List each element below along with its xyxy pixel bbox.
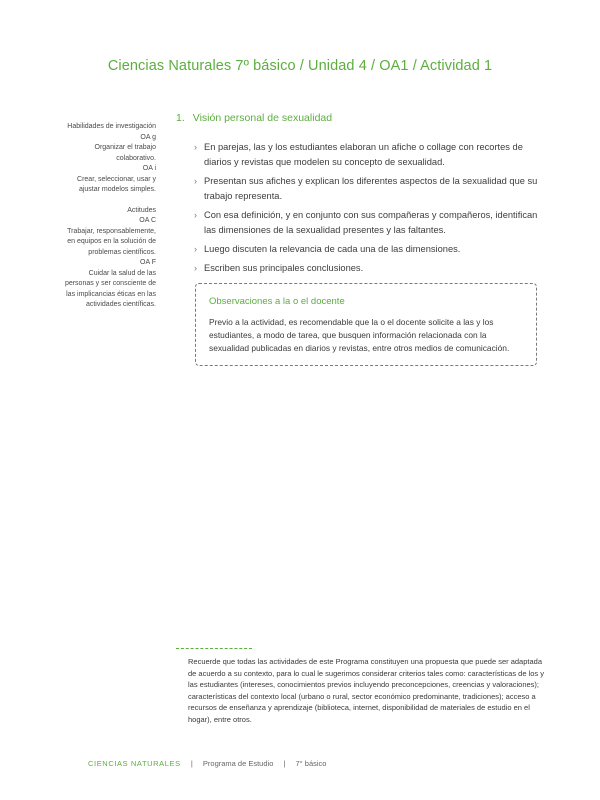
step-text: Luego discuten la relevancia de cada una de las dimensiones. <box>204 244 461 254</box>
oa-description: Organizar el trabajo colaborativo. <box>94 144 156 162</box>
section-number: 1. <box>176 112 185 124</box>
list-item <box>176 140 546 170</box>
sidebar-learning-objectives <box>60 122 156 321</box>
step-text: En parejas, las y los estudiantes elaboran un afiche o collage con recortes de diarios y revistas que modelen su concepto de sexualidad. <box>204 142 523 167</box>
section-heading <box>176 112 546 124</box>
oa-code: OA C <box>139 217 156 224</box>
activity-content <box>176 112 546 280</box>
chevron-right-icon: › <box>194 210 197 220</box>
footer-separator: | <box>190 759 193 768</box>
chevron-right-icon: › <box>194 244 197 254</box>
activity-steps-list <box>176 140 546 276</box>
footnote-divider <box>176 648 252 649</box>
skills-heading: Habilidades de investigación <box>67 123 156 130</box>
oa-code: OA g <box>140 133 156 141</box>
step-text: Con esa definición, y en conjunto con sus compañeras y compañeros, identifican las dimensiones de la sexualidad presentes y las faltantes. <box>204 210 538 235</box>
observations-title: Observaciones a la o el docente <box>209 296 345 307</box>
page-footer <box>88 759 326 768</box>
list-item <box>176 208 546 238</box>
footnote: Recuerde que todas las actividades de este Programa constituyen una propuesta que puede ser adaptada de acuerdo a su contexto, para lo cual le sugerimos considerar criterios tales como: características de los y las estudiantes (intereses, conocimientos previos incluyendo preconcepciones, creencias y valoraciones); características del contexto local (urbano o rural, sector económico predominante, tradiciones); acceso a recursos de enseñanza y aprendizaje (biblioteca, internet, disponibilidad de materiales de estudio en el hogar), entre otros. <box>188 657 545 724</box>
footer-subject: CIENCIAS NATURALES <box>88 759 181 768</box>
teacher-observations-box <box>195 283 537 366</box>
oa-code: OA i <box>142 165 156 172</box>
oa-description: Crear, seleccionar, usar y ajustar modelos simples. <box>77 175 156 193</box>
attitudes-block <box>60 206 156 311</box>
list-item <box>176 174 546 204</box>
step-text: Presentan sus afiches y explican los diferentes aspectos de la sexualidad que su trabajo representa. <box>204 176 538 201</box>
skills-block <box>60 122 156 196</box>
footer-separator: | <box>283 759 286 768</box>
footer-program: Programa de Estudio <box>202 759 274 768</box>
list-item <box>176 242 546 257</box>
oa-code: OA F <box>140 259 156 266</box>
oa-description: Trabajar, responsablemente, en equipos en la solución de problemas científicos. <box>67 227 156 256</box>
oa-description: Cuidar la salud de las personas y ser consciente de las implicancias éticas en las actividades científicas. <box>64 269 156 308</box>
chevron-right-icon: › <box>194 263 197 273</box>
page-title: Ciencias Naturales 7º básico / Unidad 4 / OA1 / Actividad 1 <box>107 58 493 74</box>
chevron-right-icon: › <box>194 176 197 186</box>
step-text: Escriben sus principales conclusiones. <box>204 263 364 273</box>
list-item <box>176 261 546 276</box>
observations-body: Previo a la actividad, es recomendable que la o el docente solicite a las y los estudiantes, a modo de tarea, que busquen información relacionada con la sexualidad publicadas en diarios y revistas, entre otros medios de comunicación. <box>209 317 510 353</box>
footer-grade: 7° básico <box>295 759 327 768</box>
section-title: Visión personal de sexualidad <box>192 112 333 124</box>
attitudes-heading: Actitudes <box>127 206 156 214</box>
chevron-right-icon: › <box>194 142 197 152</box>
